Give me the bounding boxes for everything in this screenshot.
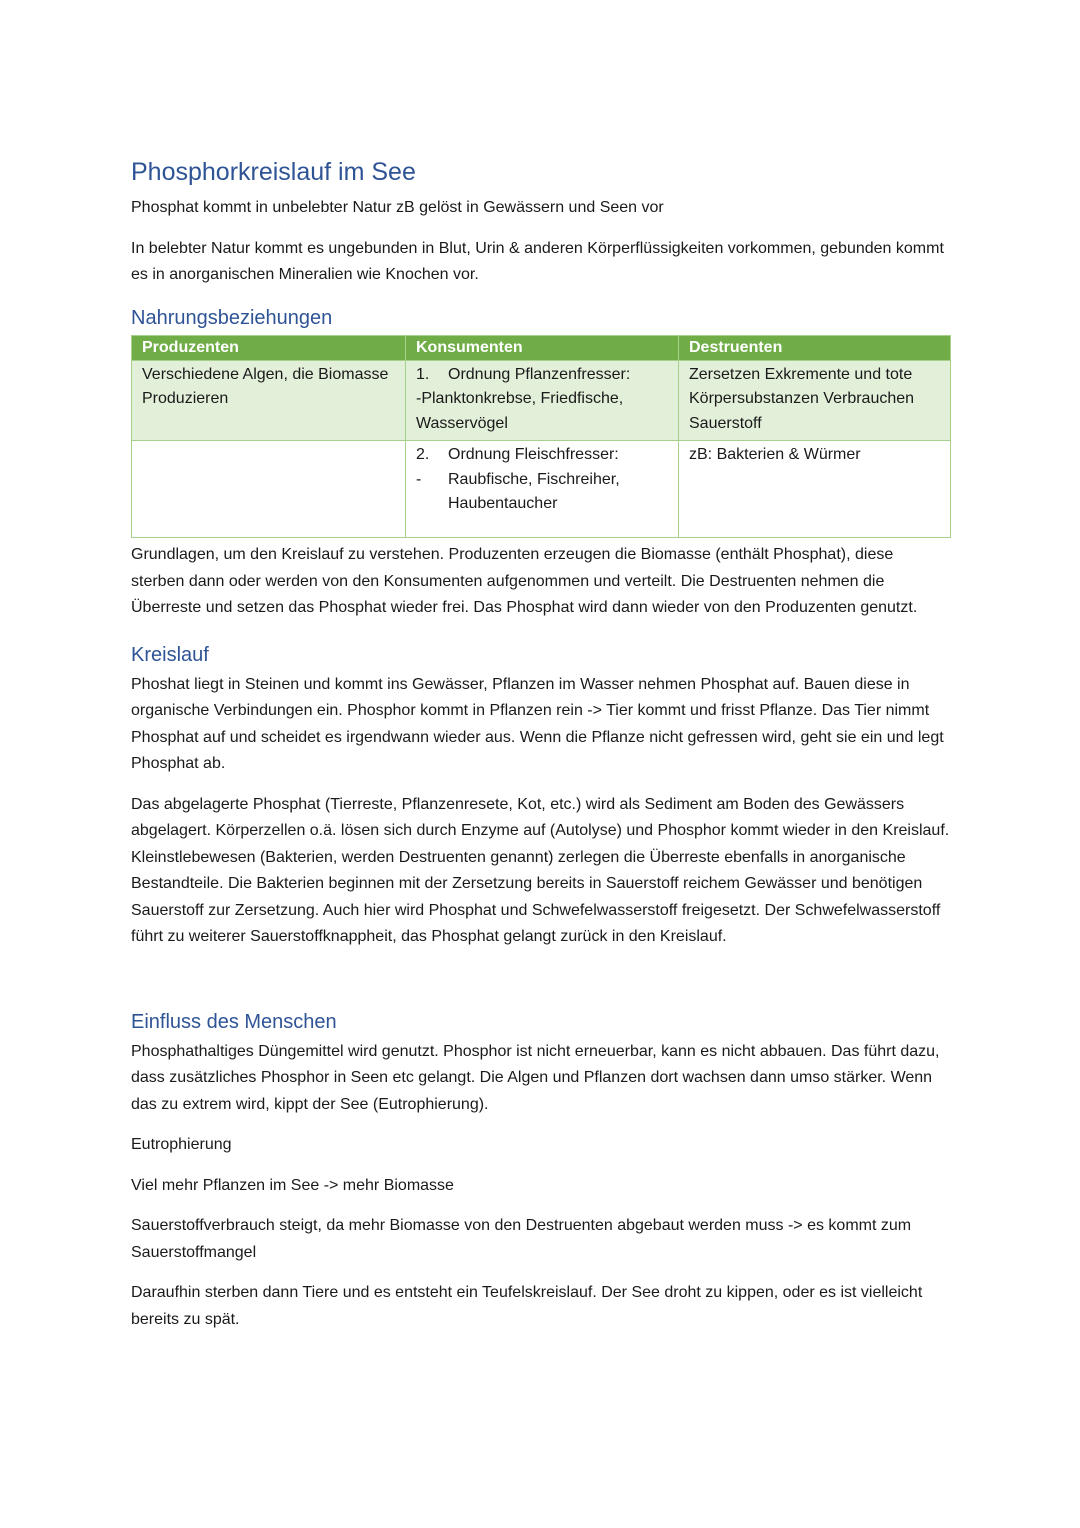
- konsumenten-examples: Raubfische, Fischreiher, Haubentaucher: [448, 470, 620, 512]
- table-cell-produzenten: Verschiedene Algen, die Biomasse Produzieren: [132, 360, 406, 441]
- list-number: 2.: [416, 446, 430, 463]
- heading-einfluss: Einfluss des Menschen: [131, 1010, 337, 1033]
- table-header-konsumenten: Konsumenten: [406, 335, 679, 360]
- list-number: 1.: [416, 365, 430, 383]
- intro-paragraph-1: Phosphat kommt in unbelebter Natur zB gelöst in Gewässern und Seen vor: [131, 199, 664, 216]
- einfluss-paragraph-4: Sauerstoffverbrauch steigt, da mehr Biomasse von den Destruenten abgebaut werden muss -> es kommt zum Sauerstoffmangel: [131, 1217, 912, 1261]
- after-table-paragraph: Grundlagen, um den Kreislauf zu verstehen. Produzenten erzeugen die Biomasse (enthält Phosphat), diese sterben dann oder werden von den Konsumenten aufgenommen und verteilt. Die Destruenten nehmen die Überreste und setzen das Phosphat wieder frei. Das Phosphat wird dann wieder von den Produzenten genutzt.: [131, 546, 918, 616]
- table-row: [132, 360, 951, 441]
- table-cell-konsumenten: [406, 360, 679, 441]
- table-cell-destruenten: zB: Bakterien & Würmer: [679, 441, 951, 538]
- table-cell-empty: [132, 441, 406, 538]
- table-header-destruenten: Destruenten: [679, 335, 951, 360]
- kreislauf-paragraph-1: Phoshat liegt in Steinen und kommt ins Gewässer, Pflanzen im Wasser nehmen Phosphat auf. Bauen diese in organische Verbindungen ein. Phosphor kommt in Pflanzen rein -> Tier kommt und frisst Pflanze. Das Tier nimmt Phosphat auf und scheidet es irgendwann wieder aus. Wenn die Pflanze nicht gefressen wird, geht sie ein und legt Phosphat ab.: [131, 675, 944, 772]
- einfluss-paragraph-3: Viel mehr Pflanzen im See -> mehr Biomasse: [131, 1176, 454, 1194]
- konsumenten-examples: -Planktonkrebse, Friedfische, Wasservögel: [416, 390, 624, 432]
- table-row: [132, 441, 951, 538]
- heading-kreislauf: Kreislauf: [131, 643, 209, 666]
- kreislauf-paragraph-2: Das abgelagerte Phosphat (Tierreste, Pflanzenresete, Kot, etc.) wird als Sediment am Boden des Gewässers abgelagert. Körperzellen o.ä. lösen sich durch Enzyme auf (Autolyse) und Phosphor kommt wieder in den Kreislauf. Kleinstlebewesen (Bakterien, werden Destruenten genannt) zerlegen die Überreste ebenfalls in anorganische Bestandteile. Die Bakterien beginnen mit der Zersetzung bereits in Sauerstoff reichem Gewässer und benötigen Sauerstoff zur Zersetzung. Auch hier wird Phosphat und Schwefelwasserstoff freigesetzt. Der Schwefelwasserstoff führt zu weiterer Sauerstoffknappheit, das Phosphat gelangt zurück in den Kreislauf.: [131, 795, 950, 945]
- list-dash: -: [416, 470, 422, 488]
- document-page: [131, 155, 951, 1333]
- konsumenten-order-label: Ordnung Pflanzenfresser:: [448, 365, 631, 383]
- konsumenten-order-label: Ordnung Fleischfresser:: [448, 446, 619, 463]
- table-cell-destruenten: Zersetzen Exkremente und tote Körpersubstanzen Verbrauchen Sauerstoff: [679, 360, 951, 441]
- einfluss-paragraph-1: Phosphathaltiges Düngemittel wird genutzt. Phosphor ist nicht erneuerbar, kann es nicht abbauen. Das führt dazu, dass zusätzliches Phosphor in Seen etc gelangt. Die Algen und Pflanzen dort wachsen dann umso stärker. Wenn das zu extrem wird, kippt der See (Eutrophierung).: [131, 1042, 940, 1113]
- eutrophierung-label: Eutrophierung: [131, 1136, 232, 1153]
- table-header-row: [132, 335, 951, 360]
- table-header-produzenten: Produzenten: [132, 335, 406, 360]
- einfluss-paragraph-5: Daraufhin sterben dann Tiere und es entsteht ein Teufelskreislauf. Der See droht zu kippen, oder es ist vielleicht bereits zu spät.: [131, 1284, 923, 1328]
- food-relations-table: [131, 335, 951, 539]
- document-title: Phosphorkreislauf im See: [131, 158, 416, 186]
- intro-paragraph-2: In belebter Natur kommt es ungebunden in Blut, Urin & anderen Körperflüssigkeiten vorkommen, gebunden kommt es in anorganischen Mineralien wie Knochen vor.: [131, 239, 944, 283]
- heading-nahrungsbeziehungen: Nahrungsbeziehungen: [131, 306, 333, 329]
- table-cell-konsumenten: [406, 441, 679, 538]
